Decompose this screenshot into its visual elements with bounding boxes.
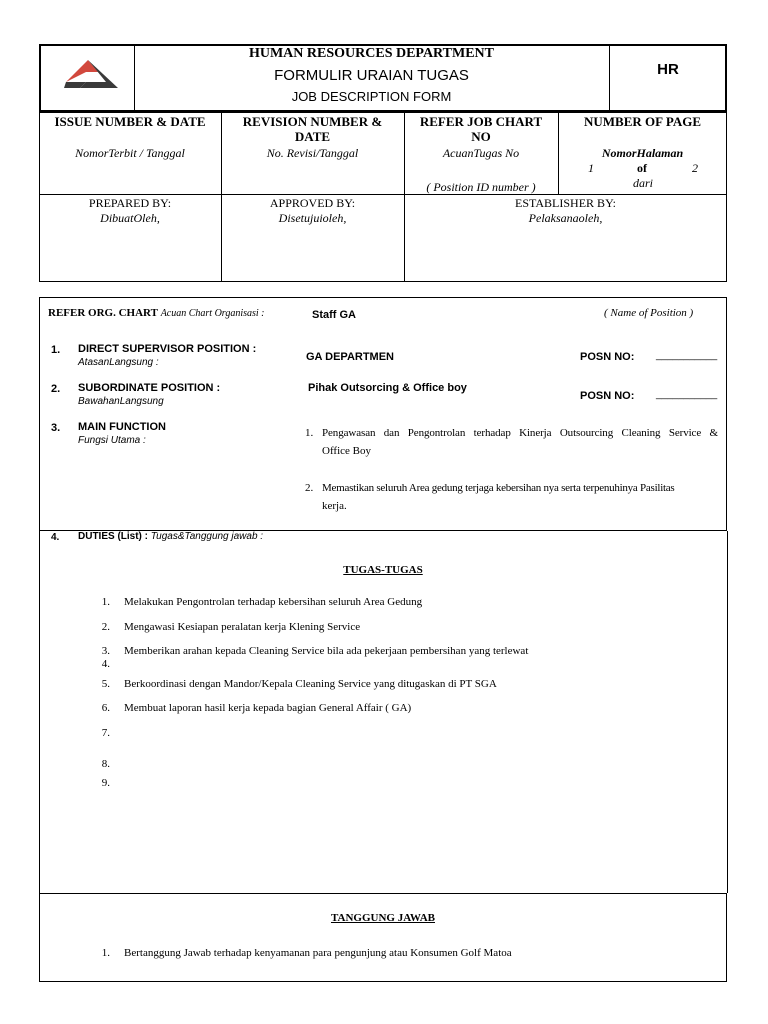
function-2-line1: Memastikan seluruh Area gedung terjaga kebersihan nya serta terpenuhinya Pasilitas: [322, 482, 675, 494]
duties-heading: TUGAS-TUGAS: [343, 564, 423, 576]
page-number: 1: [588, 161, 594, 175]
duty-number: 7.: [101, 727, 110, 739]
refer-label-2: NO: [471, 129, 491, 144]
duty-number: 9.: [101, 777, 110, 789]
duty-number: 8.: [101, 758, 110, 770]
page-label: NUMBER OF PAGE: [584, 114, 701, 129]
duty-number: 3.: [101, 645, 110, 657]
responsibility-item: Bertanggung Jawab terhadap kenyamanan para pengunjung atau Konsumen Golf Matoa: [124, 947, 512, 959]
responsibility-number: 1.: [101, 947, 110, 959]
establisher-sub: Pelaksanaoleh,: [528, 211, 603, 225]
org-item1-label: DIRECT SUPERVISOR POSITION :: [78, 343, 257, 355]
function-1-line1: Pengawasan dan Pengontrolan terhadap Kinerja Outsourcing Cleaning Service &: [322, 427, 718, 439]
org-item2-posn: POSN NO:: [580, 390, 635, 402]
duty-number: 5.: [101, 678, 110, 690]
function-2-num: 2.: [305, 482, 314, 494]
org-section: [39, 297, 727, 531]
org-item3-label: MAIN FUNCTION: [78, 421, 166, 433]
approved-label: APPROVED BY:: [269, 196, 356, 210]
function-2-line2: kerja.: [322, 500, 347, 512]
duty-item: Memberikan arahan kepada Cleaning Service bila ada pekerjaan pembersihan yang terlewat: [124, 645, 529, 657]
page-sub: NomorHalaman: [601, 146, 684, 160]
revision-label-2: DATE: [294, 129, 331, 144]
duty-number: 1.: [101, 596, 110, 608]
duties-num: 4.: [51, 532, 60, 543]
page-total: 2: [692, 161, 698, 175]
refer-label-1: REFER JOB CHART: [419, 114, 543, 129]
org-refer-label: REFER ORG. CHART: [48, 307, 158, 319]
page-of: of: [637, 161, 647, 175]
header-title-id: FORMULIR URAIAN TUGAS: [274, 67, 469, 84]
org-item1-posn-value: ___________: [656, 350, 718, 361]
duty-item: Berkoordinasi dengan Mandor/Kepala Cleaning Service yang ditugaskan di PT SGA: [124, 678, 497, 690]
page-dari: dari: [633, 176, 654, 190]
responsibility-heading: TANGGUNG JAWAB: [330, 912, 435, 924]
header-divider-right: [609, 44, 610, 112]
duties-sub: Tugas&Tanggung jawab :: [150, 531, 264, 542]
header-department: HUMAN RESOURCES DEPARTMENT: [248, 46, 495, 61]
org-item2-num: 2.: [51, 383, 61, 395]
duty-number: 6.: [101, 702, 110, 714]
issue-label: ISSUE NUMBER & DATE: [54, 114, 206, 129]
org-position-name: Staff GA: [312, 309, 356, 321]
duty-item: Mengawasi Kesiapan peralatan kerja Klening Service: [124, 621, 361, 633]
org-item1-value: GA DEPARTMEN: [306, 351, 394, 363]
revision-label-1: REVISION NUMBER &: [242, 114, 383, 129]
org-item2-value: Pihak Outsorcing & Office boy: [308, 382, 467, 394]
org-item1-num: 1.: [51, 344, 61, 356]
revision-sub: No. Revisi/Tanggal: [266, 146, 359, 160]
issue-sub: NomorTerbit / Tanggal: [75, 146, 185, 160]
prepared-label: PREPARED BY:: [88, 196, 172, 210]
org-refer: [48, 307, 265, 319]
prepared-sub: DibuatOleh,: [100, 211, 160, 225]
duty-item: Membuat laporan hasil kerja kepada bagian General Affair ( GA): [124, 702, 412, 714]
function-1-num: 1.: [305, 427, 314, 439]
duties-title: [78, 531, 263, 542]
refer-sub: AcuanTugas No: [442, 146, 520, 160]
org-item2-label: SUBORDINATE POSITION :: [78, 382, 221, 394]
triangle-logo-icon: [62, 52, 122, 92]
establisher-label: ESTABLISHER BY:: [515, 196, 616, 210]
duties-label: DUTIES (List) :: [78, 531, 148, 542]
org-item3-sub: Fungsi Utama :: [78, 435, 146, 446]
refer-note: ( Position ID number ): [426, 180, 536, 194]
duty-number: 4.: [101, 658, 110, 670]
header-title-en: JOB DESCRIPTION FORM: [291, 89, 452, 104]
org-item1-sub: AtasanLangsung :: [78, 357, 159, 368]
org-item1-posn: POSN NO:: [580, 351, 635, 363]
duties-right-border: [727, 531, 728, 893]
function-1-line2: Office Boy: [322, 445, 371, 457]
duty-item: Melakukan Pengontrolan terhadap kebersihan seluruh Area Gedung: [124, 596, 423, 608]
duty-number: 2.: [101, 621, 110, 633]
org-item2-sub: BawahanLangsung: [78, 396, 164, 407]
approved-sub: Disetujuioleh,: [278, 211, 347, 225]
org-item3-num: 3.: [51, 422, 61, 434]
responsibility-section: [39, 893, 727, 982]
org-item2-posn-value: ___________: [656, 389, 718, 400]
org-position-note: ( Name of Position ): [604, 307, 694, 319]
org-refer-sub: Acuan Chart Organisasi :: [160, 308, 265, 319]
info-table-row-divider: [39, 194, 727, 195]
duties-left-border: [39, 531, 40, 893]
header-code: HR: [657, 61, 679, 78]
